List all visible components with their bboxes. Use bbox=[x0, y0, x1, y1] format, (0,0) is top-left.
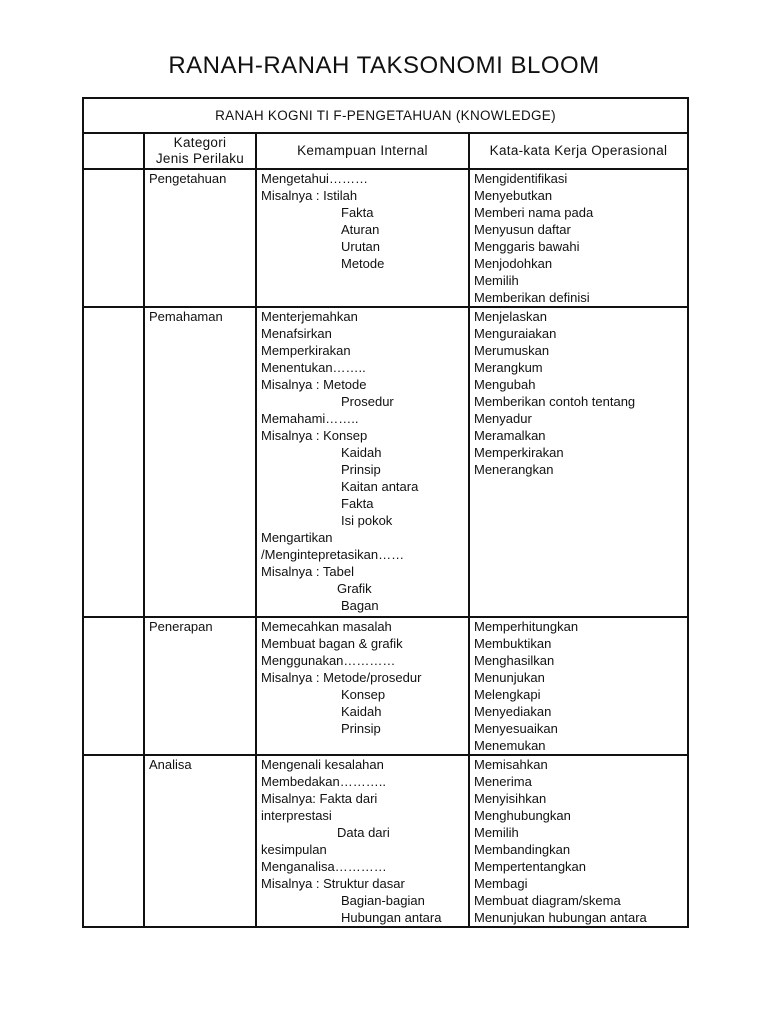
kata-kerja-line: Menunjukan hubungan antara bbox=[474, 910, 647, 925]
kemampuan-line: Misalnya: Fakta dari bbox=[261, 791, 378, 806]
kata-kerja-line: Merumuskan bbox=[474, 343, 550, 358]
kata-kerja-line: Mempertentangkan bbox=[474, 859, 587, 874]
document-title: RANAH-RANAH TAKSONOMI BLOOM bbox=[168, 52, 600, 79]
kata-kerja-line: Menghubungkan bbox=[474, 808, 571, 823]
kategori-cell bbox=[144, 755, 256, 927]
kemampuan-line: Fakta bbox=[341, 496, 374, 511]
kategori-label: Pengetahuan bbox=[149, 171, 227, 186]
table-row bbox=[83, 617, 688, 755]
kemampuan-line: Misalnya : Tabel bbox=[261, 564, 354, 579]
kata-kerja-line: Menyusun daftar bbox=[474, 222, 571, 237]
kategori-header-line1: Kategori bbox=[173, 135, 227, 150]
kemampuan-cell bbox=[256, 169, 469, 307]
kemampuan-line: Memecahkan masalah bbox=[261, 619, 392, 634]
kategori-label: Penerapan bbox=[149, 619, 213, 634]
kemampuan-line: Aturan bbox=[341, 222, 380, 237]
table-row bbox=[83, 307, 688, 617]
kemampuan-line: /Mengintepretasikan…… bbox=[261, 547, 405, 562]
kata-kerja-line: Memilih bbox=[474, 273, 519, 288]
kata-kerja-line: Membagi bbox=[474, 876, 528, 891]
table-header-empty bbox=[83, 133, 144, 169]
kata-kerja-line: Menerima bbox=[474, 774, 532, 789]
kemampuan-line: Mengenali kesalahan bbox=[261, 757, 384, 772]
kemampuan-line: kesimpulan bbox=[261, 842, 327, 857]
kemampuan-line: Misalnya : Struktur dasar bbox=[261, 876, 405, 891]
kata-kerja-cell bbox=[469, 755, 688, 927]
kata-kerja-line: Meramalkan bbox=[474, 428, 546, 443]
kata-kerja-line: Menghasilkan bbox=[474, 653, 555, 668]
kata-kerja-line: Menyadur bbox=[474, 411, 532, 426]
kemampuan-line: Menafsirkan bbox=[261, 326, 332, 341]
kemampuan-line: Misalnya : Konsep bbox=[261, 428, 368, 443]
kemampuan-line: interprestasi bbox=[261, 808, 332, 823]
kemampuan-line: Prosedur bbox=[341, 394, 394, 409]
kemampuan-cell bbox=[256, 617, 469, 755]
kata-kerja-line: Melengkapi bbox=[474, 687, 541, 702]
kata-kerja-line: Memberikan contoh tentang bbox=[474, 394, 636, 409]
kata-kerja-line: Menemukan bbox=[474, 738, 546, 753]
kata-kerja-line: Menyediakan bbox=[474, 704, 552, 719]
kemampuan-line: Menterjemahkan bbox=[261, 309, 358, 324]
kemampuan-line: Hubungan antara bbox=[341, 910, 442, 925]
kata-kerja-line: Menyesuaikan bbox=[474, 721, 558, 736]
kemampuan-line: Menentukan…….. bbox=[261, 360, 366, 375]
kata-kerja-line: Memperkirakan bbox=[474, 445, 564, 460]
kata-kerja-line: Merangkum bbox=[474, 360, 543, 375]
kata-kerja-line: Menunjukan bbox=[474, 670, 545, 685]
kemampuan-line: Bagan bbox=[341, 598, 379, 613]
kemampuan-line: Fakta bbox=[341, 205, 374, 220]
kata-kerja-line: Memilih bbox=[474, 825, 519, 840]
kemampuan-line: Bagian-bagian bbox=[341, 893, 425, 908]
kata-kerja-line: Membandingkan bbox=[474, 842, 571, 857]
kategori-label: Pemahaman bbox=[149, 309, 223, 324]
kemampuan-line: Grafik bbox=[337, 581, 372, 596]
kategori-cell bbox=[144, 169, 256, 307]
bloom-taxonomy-table bbox=[82, 97, 689, 928]
kategori-label: Analisa bbox=[149, 757, 192, 772]
table-header-domain: RANAH KOGNI TI F-PENGETAHUAN (KNOWLEDGE) bbox=[83, 98, 688, 133]
kemampuan-line: Kaidah bbox=[341, 704, 382, 719]
kata-kerja-line: Menjodohkan bbox=[474, 256, 553, 271]
kemampuan-line: Misalnya : Istilah bbox=[261, 188, 358, 203]
kemampuan-line: Isi pokok bbox=[341, 513, 393, 528]
row-blank-cell bbox=[83, 755, 144, 927]
kata-kerja-line: Mengidentifikasi bbox=[474, 171, 568, 186]
kata-kerja-line: Memberikan definisi bbox=[474, 290, 590, 305]
kata-kerja-line: Memisahkan bbox=[474, 757, 548, 772]
column-header-kemampuan: Kemampuan Internal bbox=[256, 133, 469, 169]
kata-kerja-line: Menerangkan bbox=[474, 462, 554, 477]
row-blank-cell bbox=[83, 169, 144, 307]
kemampuan-line: Membedakan……….. bbox=[261, 774, 386, 789]
kemampuan-line: Misalnya : Metode bbox=[261, 377, 367, 392]
kemampuan-cell bbox=[256, 755, 469, 927]
kemampuan-line: Mengetahui……… bbox=[261, 171, 368, 186]
column-header-kategori bbox=[144, 133, 256, 169]
row-blank-cell bbox=[83, 617, 144, 755]
kemampuan-line: Urutan bbox=[341, 239, 381, 254]
kata-kerja-line: Memberi nama pada bbox=[474, 205, 594, 220]
kemampuan-line: Data dari bbox=[337, 825, 390, 840]
kemampuan-line: Misalnya : Metode/prosedur bbox=[261, 670, 422, 685]
kata-kerja-line: Menguraiakan bbox=[474, 326, 557, 341]
kata-kerja-line: Mengubah bbox=[474, 377, 536, 392]
table-body bbox=[83, 169, 688, 927]
kata-kerja-line: Membuktikan bbox=[474, 636, 552, 651]
kemampuan-line: Memperkirakan bbox=[261, 343, 351, 358]
kemampuan-line: Prinsip bbox=[341, 462, 381, 477]
kata-kerja-cell bbox=[469, 307, 688, 617]
kata-kerja-line: Menyisihkan bbox=[474, 791, 547, 806]
kata-kerja-cell bbox=[469, 169, 688, 307]
kemampuan-line: Menggunakan………… bbox=[261, 653, 396, 668]
kemampuan-line: Membuat bagan & grafik bbox=[261, 636, 403, 651]
kemampuan-cell bbox=[256, 307, 469, 617]
kata-kerja-cell bbox=[469, 617, 688, 755]
table-row bbox=[83, 755, 688, 927]
kemampuan-line: Prinsip bbox=[341, 721, 381, 736]
row-blank-cell bbox=[83, 307, 144, 617]
kemampuan-line: Mengartikan bbox=[261, 530, 333, 545]
kata-kerja-line: Menggaris bawahi bbox=[474, 239, 580, 254]
kemampuan-line: Konsep bbox=[341, 687, 386, 702]
kata-kerja-line: Menyebutkan bbox=[474, 188, 553, 203]
kata-kerja-line: Memperhitungkan bbox=[474, 619, 579, 634]
kata-kerja-line: Menjelaskan bbox=[474, 309, 547, 324]
table-row bbox=[83, 169, 688, 307]
kategori-header-line2: Jenis Perilaku bbox=[155, 151, 245, 166]
kemampuan-line: Kaidah bbox=[341, 445, 382, 460]
kata-kerja-line: Membuat diagram/skema bbox=[474, 893, 621, 908]
kategori-cell bbox=[144, 617, 256, 755]
kategori-cell bbox=[144, 307, 256, 617]
column-header-kata-kerja: Kata-kata Kerja Operasional bbox=[469, 133, 688, 169]
kemampuan-line: Kaitan antara bbox=[341, 479, 419, 494]
kemampuan-line: Memahami…….. bbox=[261, 411, 359, 426]
kemampuan-line: Metode bbox=[341, 256, 385, 271]
kemampuan-line: Menganalisa………… bbox=[261, 859, 387, 874]
